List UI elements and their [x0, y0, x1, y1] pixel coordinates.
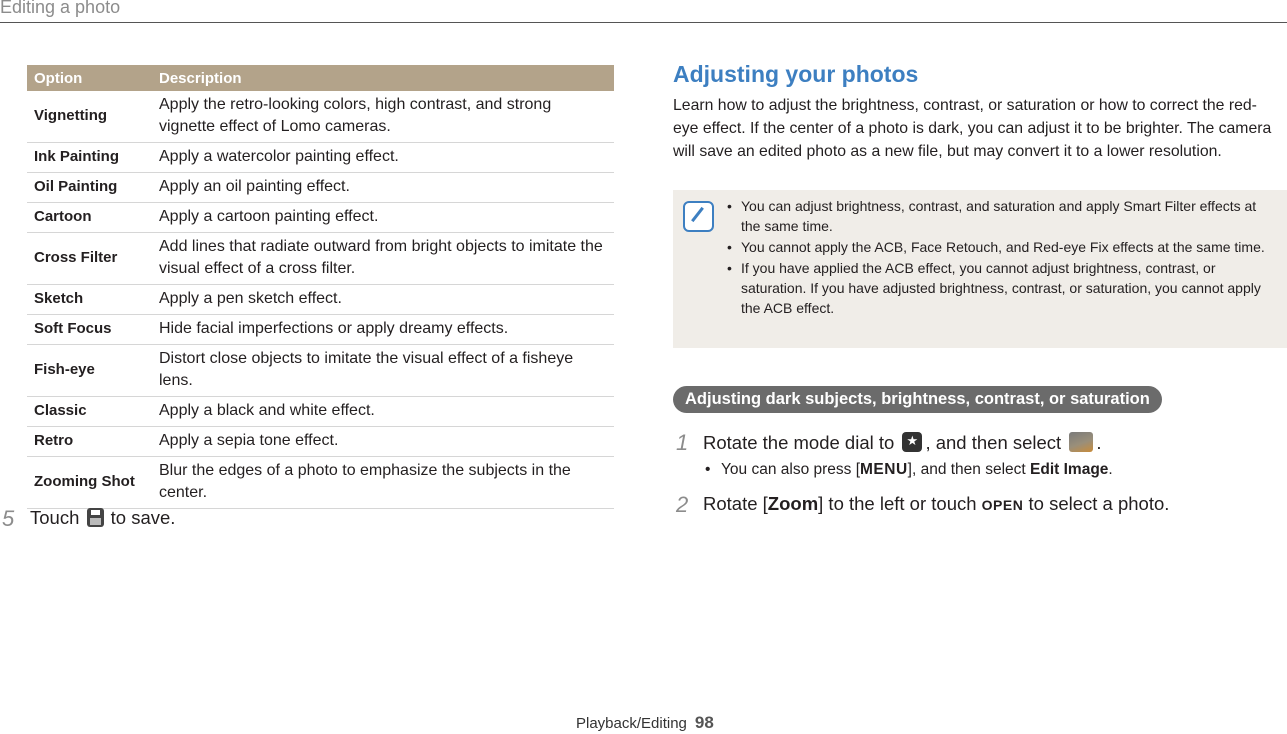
subsection-heading: Adjusting dark subjects, brightness, contrast, or saturation: [673, 386, 1162, 413]
note-item: • You cannot apply the ACB, Face Retouch, and Red-eye Fix effects at the same time.: [725, 237, 1277, 257]
table-row: [27, 315, 614, 345]
option-description-cell: Apply a sepia tone effect.: [152, 427, 614, 457]
open-button-label: OPEN: [981, 497, 1024, 513]
note-item: • If you have applied the ACB effect, you cannot adjust brightness, contrast, or saturation. If you have adjusted brightness, contrast, or saturation, you cannot apply the ACB effect.: [725, 258, 1277, 318]
option-description-cell: Distort close objects to imitate the visual effect of a fisheye lens.: [152, 345, 614, 397]
option-name-cell: Fish-eye: [27, 345, 152, 397]
note-pencil-icon: [683, 201, 714, 232]
option-name-cell: Classic: [27, 397, 152, 427]
page-footer: [576, 713, 714, 733]
column-header-option: Option: [27, 65, 152, 91]
step-1-after: .: [1096, 432, 1102, 453]
option-name-cell: Ink Painting: [27, 143, 152, 173]
note-item: • You can adjust brightness, contrast, and saturation and apply Smart Filter effects at the same time.: [725, 196, 1277, 236]
table-row: [27, 203, 614, 233]
step-1-number: 1: [676, 430, 689, 455]
step-5-after: to save.: [110, 507, 176, 528]
option-description-cell: Apply an oil painting effect.: [152, 173, 614, 203]
step-2-number: 2: [676, 492, 689, 517]
sub-bullet-before: You can also press [: [721, 461, 861, 478]
step-5-number: 5: [2, 506, 15, 531]
edit-image-label: Edit Image: [1030, 461, 1109, 478]
option-name-cell: Cross Filter: [27, 233, 152, 285]
menu-button-label: MENU: [860, 461, 908, 478]
table-row: [27, 285, 614, 315]
step-5-text: [30, 507, 175, 529]
step-1-before: Rotate the mode dial to: [703, 432, 895, 453]
option-description-cell: Hide facial imperfections or apply dreamy effects.: [152, 315, 614, 345]
table-header-row: [27, 65, 614, 91]
intro-paragraph: Learn how to adjust the brightness, contrast, or saturation or how to correct the red-eye effect. If the center of a photo is dark, you can adjust it to be brighter. The camera will save an edited photo as a new file, but may convert it to a lower resolution.: [673, 97, 1272, 160]
page-header-title: Editing a photo: [0, 0, 121, 17]
table-row: [27, 143, 614, 173]
option-description-cell: Apply a cartoon painting effect.: [152, 203, 614, 233]
table-row: [27, 427, 614, 457]
option-description-cell: Apply the retro-looking colors, high contrast, and strong vignette effect of Lomo cameras.: [152, 91, 614, 143]
option-name-cell: Cartoon: [27, 203, 152, 233]
option-name-cell: Oil Painting: [27, 173, 152, 203]
option-description-cell: Blur the edges of a photo to emphasize the subjects in the center.: [152, 457, 614, 509]
options-table: [27, 65, 614, 509]
step-1-sub-bullet: [721, 461, 1113, 479]
note-list: [725, 196, 1277, 319]
step-5-before: Touch: [30, 507, 80, 528]
option-name-cell: Sketch: [27, 285, 152, 315]
section-title: Adjusting your photos: [673, 61, 919, 87]
page-number: 98: [694, 713, 714, 732]
zoom-label: Zoom: [767, 493, 819, 514]
column-header-description: Description: [152, 65, 614, 91]
option-name-cell: Retro: [27, 427, 152, 457]
smart-mode-icon: [902, 432, 922, 452]
table-row: [27, 345, 614, 397]
step-2-middle: ] to the left or touch: [818, 493, 977, 514]
option-description-cell: Add lines that radiate outward from bright objects to imitate the visual effect of a cross filter.: [152, 233, 614, 285]
save-icon: [87, 508, 104, 527]
options-table-body: [27, 91, 614, 509]
table-row: [27, 397, 614, 427]
option-description-cell: Apply a black and white effect.: [152, 397, 614, 427]
table-row: [27, 233, 614, 285]
footer-section: Playback/Editing: [576, 715, 687, 732]
sub-bullet-after: .: [1108, 461, 1113, 478]
option-name-cell: Vignetting: [27, 91, 152, 143]
step-2-after: to select a photo.: [1028, 493, 1170, 514]
option-description-cell: Apply a pen sketch effect.: [152, 285, 614, 315]
table-row: [27, 457, 614, 509]
option-description-cell: Apply a watercolor painting effect.: [152, 143, 614, 173]
option-name-cell: Zooming Shot: [27, 457, 152, 509]
option-name-cell: Soft Focus: [27, 315, 152, 345]
table-row: [27, 173, 614, 203]
header-divider: [0, 22, 1287, 23]
step-1-text: [703, 432, 1101, 454]
sub-bullet-middle: ], and then select: [907, 461, 1026, 478]
photo-edit-icon: [1069, 432, 1093, 452]
step-1-middle: , and then select: [925, 432, 1062, 453]
note-box: [673, 190, 1287, 348]
step-2-text: [703, 493, 1169, 515]
step-2-before: Rotate [: [703, 493, 768, 514]
table-row: [27, 91, 614, 143]
